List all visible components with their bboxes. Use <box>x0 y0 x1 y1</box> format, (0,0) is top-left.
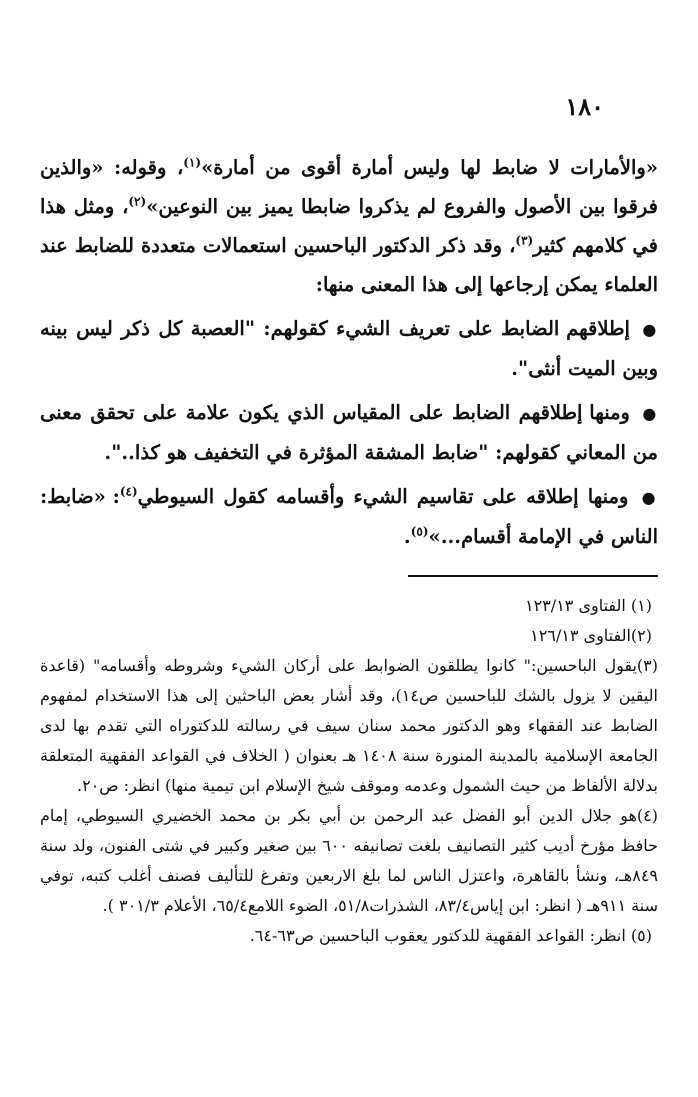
bullet-item-2 <box>40 393 658 472</box>
bullet-icon: ● <box>641 488 658 507</box>
footnote-ref-3: (٣) <box>515 233 534 248</box>
footnote-4: (٤)هو جلال الدين أبو الفضل عبد الرحمن بن أبي بكر بن محمد الخضيري السيوطي، إمام حافظ مؤرخ أديب كثير التصانيف بلغت تصانيفه ٦٠٠ بين صغير وكبير في شتى الفنون، ولد سنة ٨٤٩هـ، ونشأ بالقاهرة، واعتزل الناس لما بلغ الاربعين وتفرغ للتأليف فصنف أغلب كتبه، توفي سنة ٩١١هـ ( انظر: ابن إياس٨٣/٤، الشذرات٥١/٨، الضوء اللامع٦٥/٤، الأعلام ٣٠١/٣ ). <box>40 806 658 915</box>
quote-2: ، وقوله: «والذين فرقوا بين الأصول والفروع لم يذكروا ضابطا يميز بين النوعين» <box>40 156 658 218</box>
footnote-2: (٢)الفتاوى ١٢٦/١٣ <box>530 626 652 645</box>
footnote-1: (١) الفتاوى ١٢٣/١٣ <box>525 596 652 615</box>
bullet-item-3 <box>40 477 658 556</box>
footnotes <box>40 591 658 951</box>
bullet-text-3b: : «ضابط: الناس في الإمامة أقسام...» <box>40 485 658 548</box>
intro-text-4: ، وقد ذكر الدكتور الباحسين استعمالات متعددة للضابط عند العلماء يمكن إرجاعها إلى هذا المعنى منها: <box>40 234 658 296</box>
footnote-ref-2: (٢) <box>128 194 147 209</box>
bullet-text-2: ومنها إطلاقهم الضابط على المقياس الذي يكون علامة على تحقق معنى من المعاني كقولهم: "ضابط المشقة المؤثرة في التخفيف هو كذا..". <box>40 401 658 464</box>
bullet-icon: ● <box>642 404 658 423</box>
page-number: ١٨٠ <box>565 92 604 121</box>
intro-paragraph <box>40 148 658 304</box>
footnote-separator <box>408 575 658 577</box>
quote-1: «والأمارات لا ضابط لها وليس أمارة أقوى من أمارة» <box>201 156 658 179</box>
main-text <box>40 148 658 561</box>
bullet-text-1: إطلاقهم الضابط على تعريف الشيء كقولهم: "العصبة كل ذكر ليس بينه وبين الميت أنثى". <box>40 317 658 380</box>
footnote-ref-5: (٥) <box>410 524 429 539</box>
footnote-ref-1: (١) <box>183 155 202 170</box>
footnote-5: (٥) انظر: القواعد الفقهية للدكتور يعقوب الباحسين ص٦٣-٦٤. <box>249 926 652 945</box>
footnote-ref-4: (٤) <box>119 484 138 499</box>
bullet-text-3c: . <box>403 525 411 548</box>
bullet-item-1 <box>40 309 658 388</box>
intro-text-3: ، ومثل هذا في كلامهم كثير <box>40 195 658 257</box>
bullet-icon: ● <box>642 320 659 339</box>
bullet-text-3a: ومنها إطلاقه على تقاسيم الشيء وأقسامه كقول السيوطي <box>137 485 629 508</box>
footnote-3: (٣)يقول الباحسين:" كانوا يطلقون الضوابط على أركان الشيء وشروطه وأقسامه" (قاعدة اليقين لا يزول بالشك للباحسين ص١٤)، وقد أشار بعض الباحثين إلى هذا الاستخدام لمفهوم الضابط عند الفقهاء وهو الدكتور محمد سنان سيف في رسالته للدكتوراه التي تقدم بها لدى الجامعة الإسلامية بالمدينة المنورة سنة ١٤٠٨ هـ بعنوان ( الخلاف في القواعد الفقهية المتعلقة بدلالة الألفاظ من حيث الشمول وعدمه وموقف شيخ الإسلام ابن تيمية منها) انظر: ص٢٠. <box>40 656 658 795</box>
